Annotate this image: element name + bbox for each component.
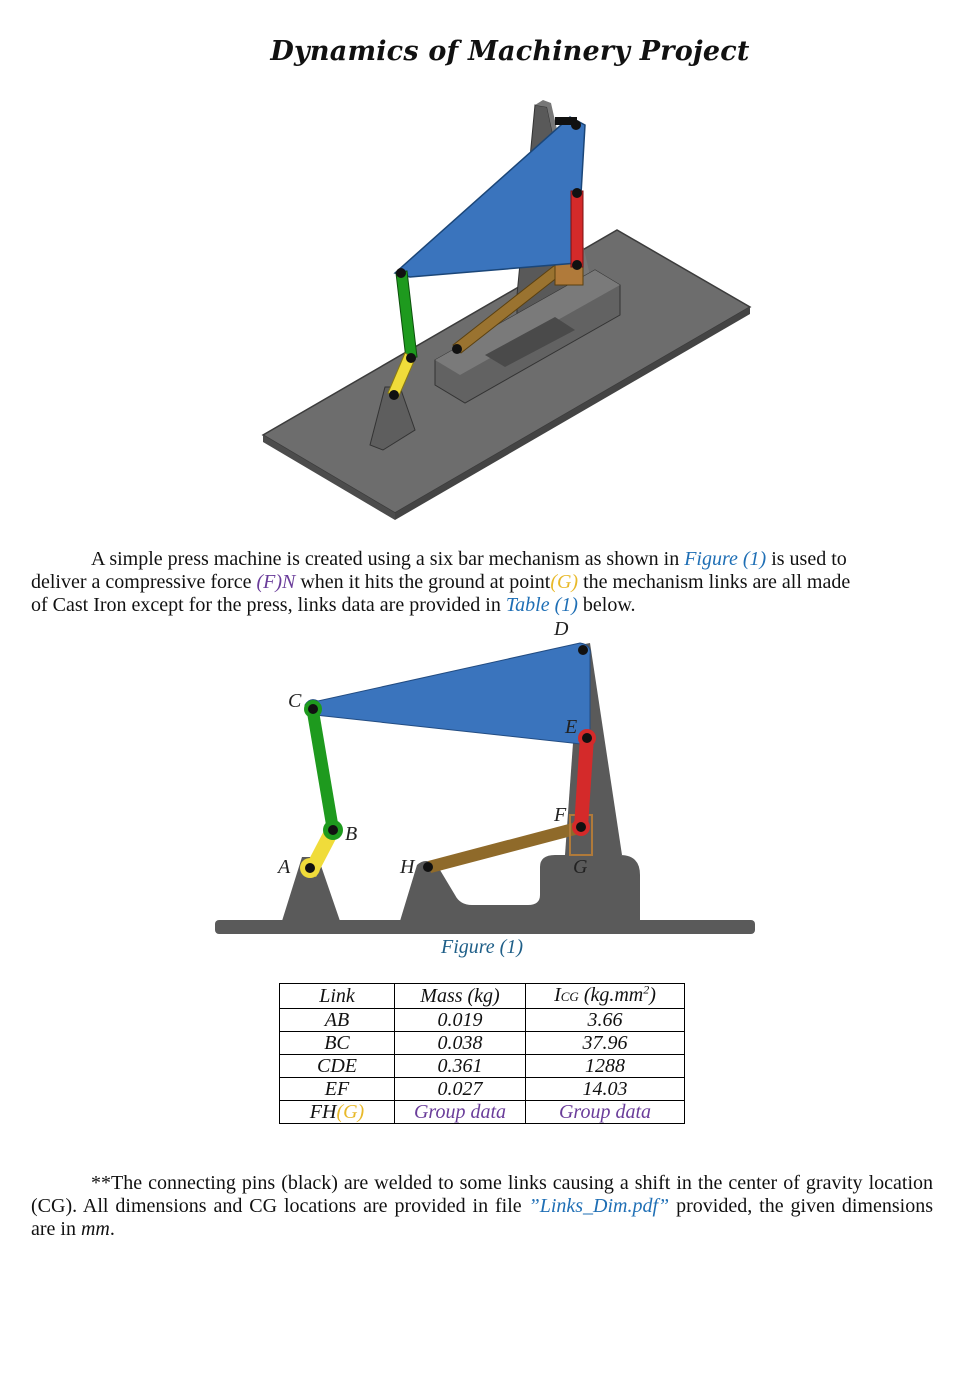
label-d: D <box>554 618 569 640</box>
cell-icg: 14.03 <box>526 1078 685 1101</box>
cell-link: FH(G) <box>280 1101 395 1124</box>
pin-3d <box>452 344 462 354</box>
cell-link: AB <box>280 1009 395 1032</box>
page-title: Dynamics of Machinery Project <box>270 36 750 67</box>
cell-mass: 0.027 <box>395 1078 526 1101</box>
pin-3d <box>555 117 577 125</box>
cell-icg: 37.96 <box>526 1032 685 1055</box>
cell-icg: Group data <box>526 1101 685 1124</box>
pin-3d <box>572 188 582 198</box>
cell-link: CDE <box>280 1055 395 1078</box>
label-a: A <box>278 856 291 878</box>
cell-mass: 0.019 <box>395 1009 526 1032</box>
force-symbol: (F)N <box>256 571 296 593</box>
label-e: E <box>565 716 578 738</box>
table-row <box>280 1101 685 1124</box>
cell-icg: 3.66 <box>526 1009 685 1032</box>
header-link: Link <box>280 984 395 1009</box>
pin-f-core <box>576 822 586 832</box>
label-b: B <box>345 823 358 845</box>
press-link-3d <box>571 191 583 267</box>
cell-link: EF <box>280 1078 395 1101</box>
pin-3d <box>389 390 399 400</box>
header-mass: Mass (kg) <box>395 984 526 1009</box>
label-c: C <box>288 690 302 712</box>
file-reference: ”Links_Dim.pdf” <box>528 1195 670 1217</box>
pin-d <box>578 645 588 655</box>
intro-paragraph: A simple press machine is created using a six bar mechanism as shown in Figure (1) is used to deliver a compressive force (F)N when it hits the ground at point(G) the mechanism links are all made of Cast Iron except for the press, links data are provided in Table (1) below. <box>31 548 851 616</box>
pin-3d <box>396 268 406 278</box>
header-icg: ICG $(kg.mm^2)$ <box>526 984 685 1009</box>
coupler-plate-3d <box>395 117 585 277</box>
table-reference: Table (1) <box>505 594 578 616</box>
cell-mass: Group data <box>395 1101 526 1124</box>
figure-reference: Figure (1) <box>684 548 767 570</box>
press-machine-3d-render <box>255 95 755 525</box>
point-g-symbol: (G) <box>550 571 579 593</box>
table-header-row <box>280 984 685 1009</box>
pin-3d <box>572 260 582 270</box>
rocker-link-bc <box>306 705 339 831</box>
rocker-link-3d <box>396 271 417 359</box>
label-g: G <box>573 856 588 878</box>
pin-a-core <box>305 863 315 873</box>
pin-e-core <box>582 733 592 743</box>
figure-caption: Figure (1) <box>440 936 523 958</box>
links-data-table <box>279 983 685 1124</box>
mechanism-diagram <box>210 615 760 940</box>
pin-b-core <box>328 825 338 835</box>
cell-mass: 0.038 <box>395 1032 526 1055</box>
label-h: H <box>400 856 415 878</box>
note-paragraph: **The connecting pins (black) are welded to some links causing a shift in the center of gravity location (CG). All dimensions and CG locations are provided in file ”Links_Dim.pdf” provided, the given dimensions are in mm. <box>31 1172 933 1240</box>
label-f: F <box>554 804 567 826</box>
pin-3d <box>406 353 416 363</box>
coupler-plate-cde <box>305 643 590 745</box>
pin-c-core <box>308 704 318 714</box>
table-row <box>280 1032 685 1055</box>
cell-link: BC <box>280 1032 395 1055</box>
table-row <box>280 1055 685 1078</box>
cell-icg: 1288 <box>526 1055 685 1078</box>
cell-mass: 0.361 <box>395 1055 526 1078</box>
pin-h <box>423 862 433 872</box>
table-row <box>280 1078 685 1101</box>
table-row <box>280 1009 685 1032</box>
ground-bar <box>215 920 755 934</box>
